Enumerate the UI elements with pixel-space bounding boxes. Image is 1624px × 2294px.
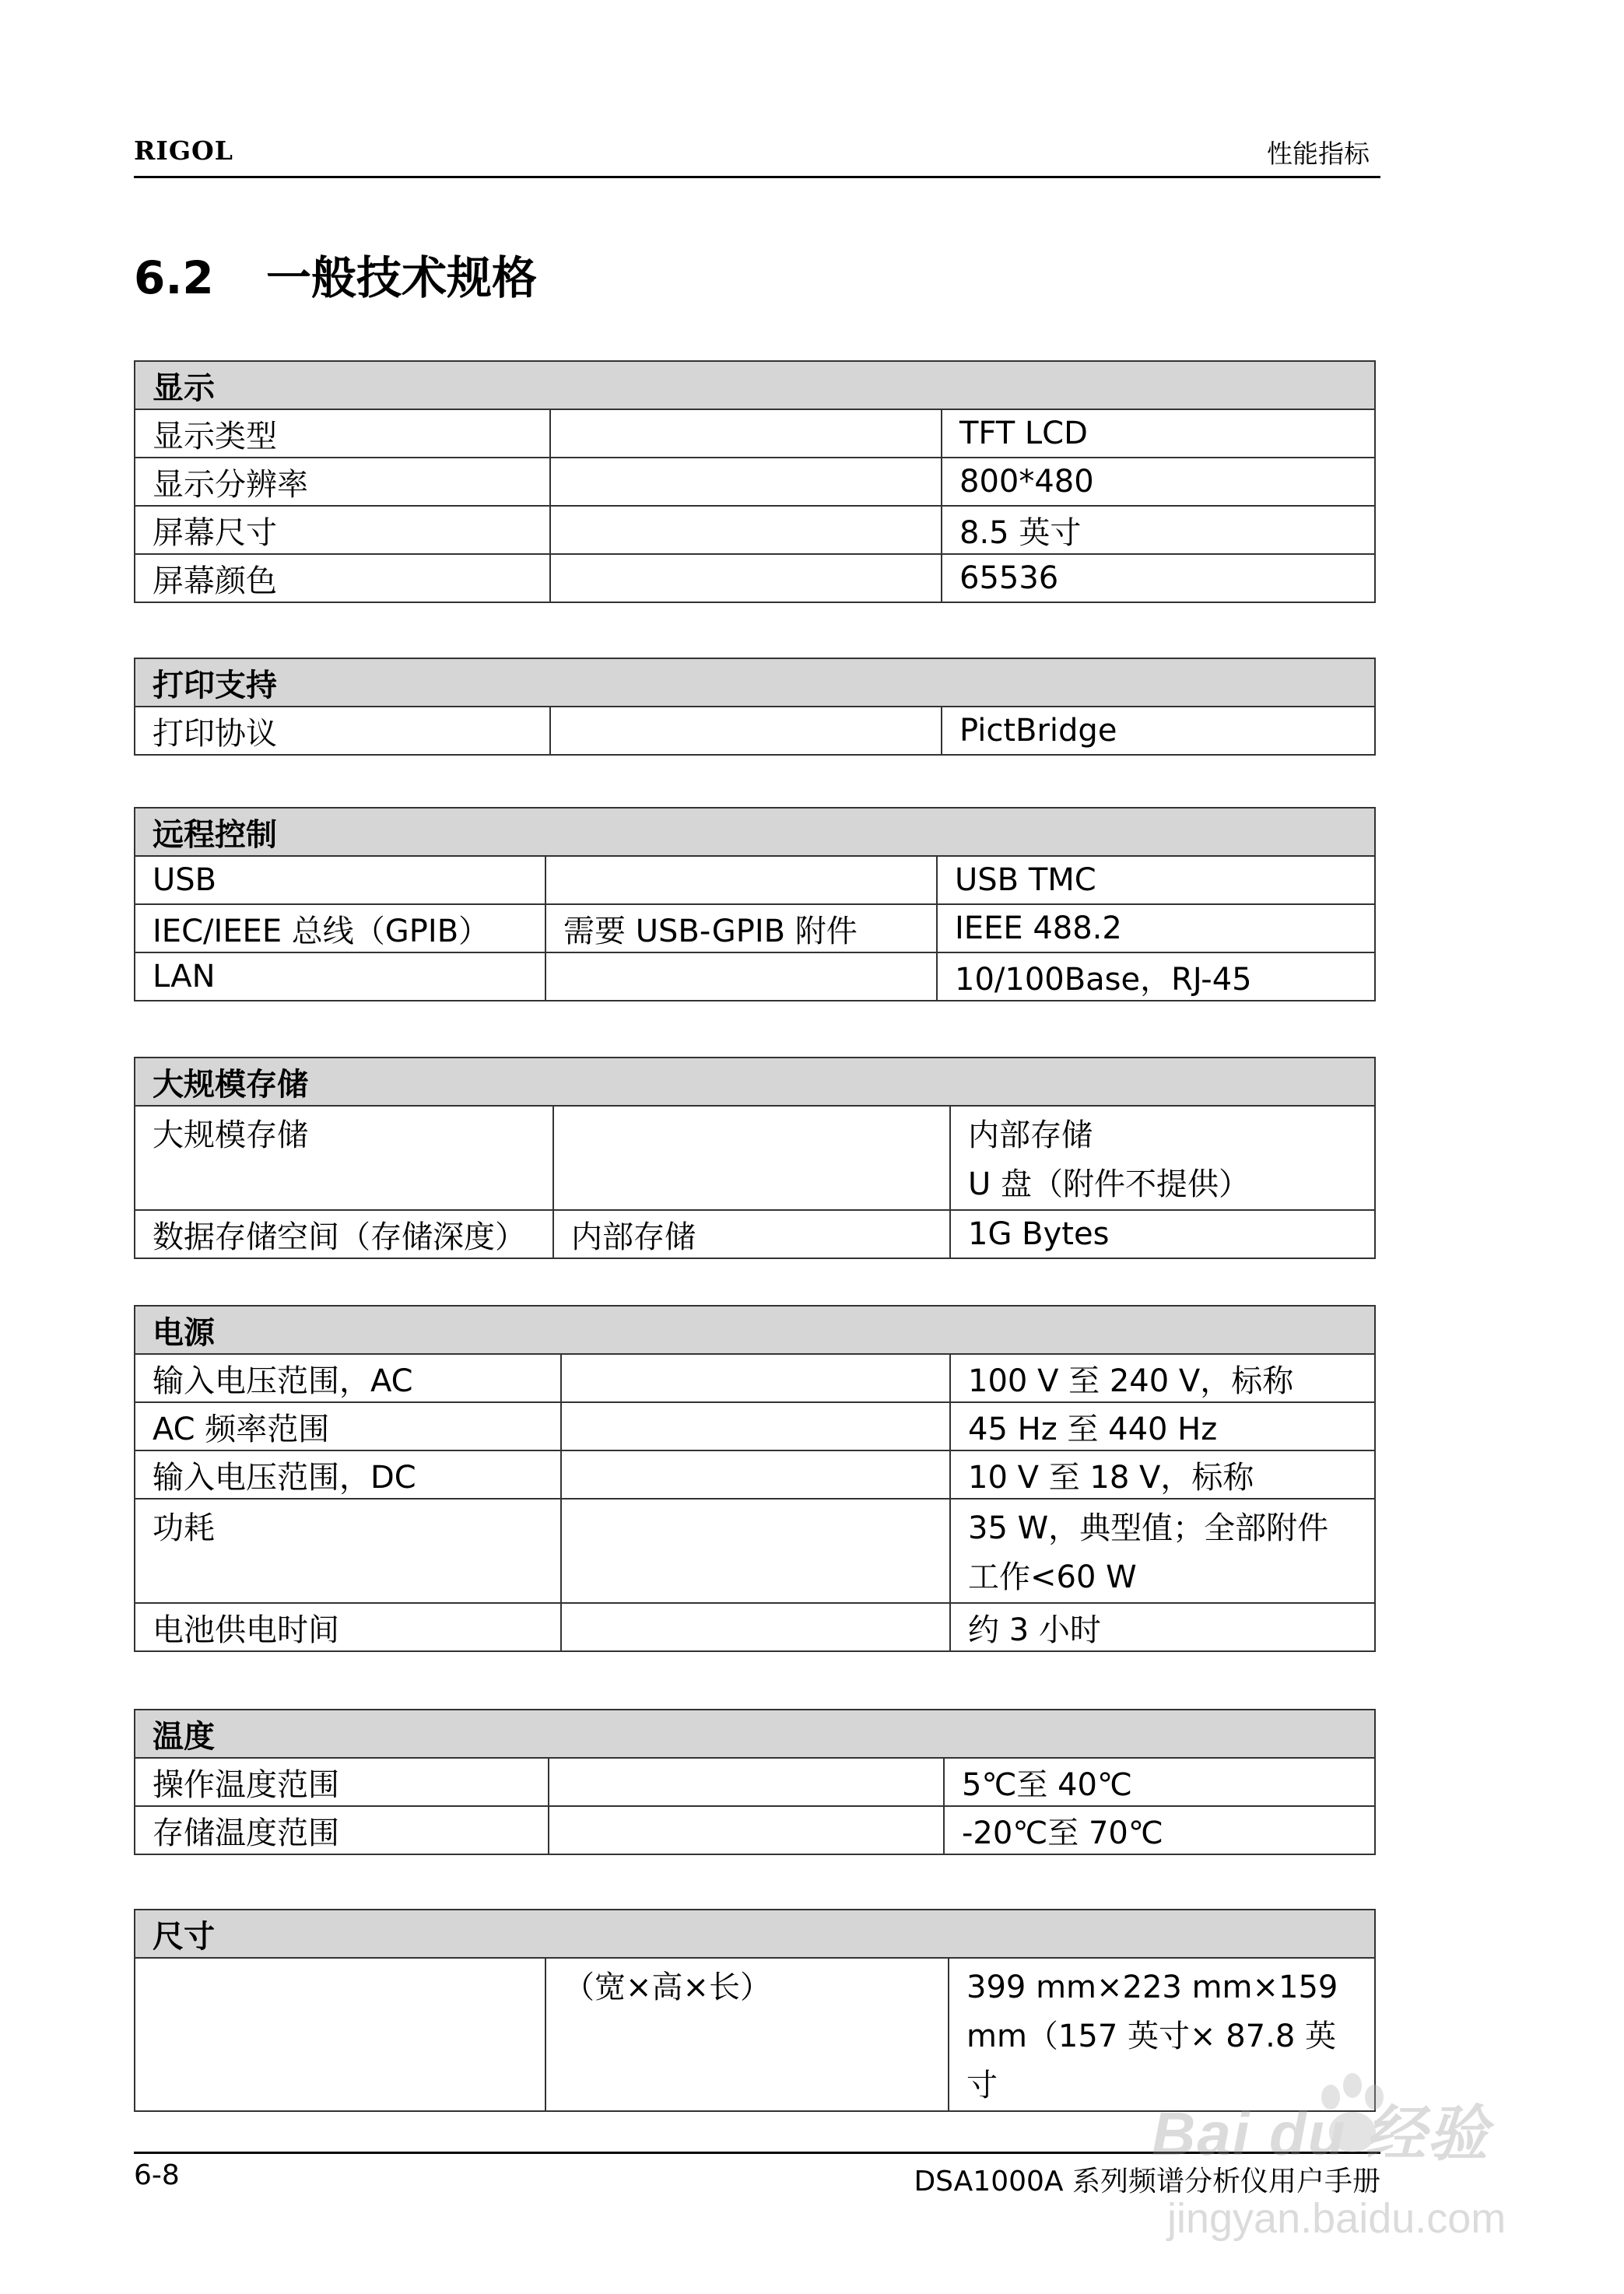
watermark-url: jingyan.baidu.com [1167, 2195, 1506, 2242]
row-label: 存储温度范围 [135, 1806, 549, 1854]
table-row [135, 1450, 1375, 1499]
row-label: LAN [135, 952, 545, 1001]
row-label: 操作温度范围 [135, 1758, 549, 1806]
table-row [135, 1806, 1375, 1854]
group-title: 尺寸 [135, 1910, 1375, 1958]
row-label: 数据存储空间（存储深度） [135, 1210, 553, 1258]
row-note [545, 856, 937, 904]
row-label: 屏幕颜色 [135, 554, 550, 602]
table-row [135, 952, 1375, 1001]
row-value: PictBridge [942, 707, 1375, 755]
row-note [550, 506, 942, 554]
temperature-table [134, 1709, 1376, 1855]
row-value: -20℃至 70℃ [944, 1806, 1375, 1854]
group-title: 显示 [135, 361, 1375, 409]
row-value [950, 1106, 1375, 1210]
table-row [135, 1106, 1375, 1210]
group-title: 打印支持 [135, 658, 1375, 707]
row-note [553, 1106, 950, 1210]
row-note [550, 707, 942, 755]
value-line: 工作<60 W [968, 1559, 1137, 1595]
value-line: mm（157 英寸× 87.8 英寸 [966, 2019, 1336, 2103]
row-note [550, 458, 942, 506]
value-line: 399 mm×223 mm×159 [966, 1970, 1338, 2005]
table-row [135, 1354, 1375, 1402]
group-title: 大规模存储 [135, 1058, 1375, 1106]
row-value: TFT LCD [942, 409, 1375, 458]
table-row [135, 409, 1375, 458]
section-heading [134, 241, 537, 307]
row-label: USB [135, 856, 545, 904]
page-header [134, 132, 1380, 178]
row-value: IEEE 488.2 [937, 904, 1375, 952]
table-row [135, 856, 1375, 904]
row-label: 大规模存储 [135, 1106, 553, 1210]
remote-control-table [134, 807, 1376, 1001]
group-title: 温度 [135, 1710, 1375, 1758]
group-title: 远程控制 [135, 808, 1375, 856]
row-value: 约 3 小时 [950, 1603, 1375, 1651]
row-value: 65536 [942, 554, 1375, 602]
row-note [549, 1758, 944, 1806]
chapter-title: 性能指标 [1267, 139, 1370, 169]
row-label: 输入电压范围，AC [135, 1354, 561, 1402]
row-label: 打印协议 [135, 707, 550, 755]
row-value: 8.5 英寸 [942, 506, 1375, 554]
table-row [135, 1499, 1375, 1603]
row-label: 显示类型 [135, 409, 550, 458]
row-value: 45 Hz 至 440 Hz [950, 1402, 1375, 1450]
row-label: 屏幕尺寸 [135, 506, 550, 554]
table-row [135, 1402, 1375, 1450]
table-row [135, 458, 1375, 506]
row-value: 100 V 至 240 V，标称 [950, 1354, 1375, 1402]
row-value: 800*480 [942, 458, 1375, 506]
row-note [561, 1450, 950, 1499]
row-label: 功耗 [135, 1499, 561, 1603]
power-table [134, 1305, 1376, 1652]
value-line: 35 W，典型值；全部附件 [968, 1510, 1329, 1546]
display-table [134, 360, 1376, 603]
page-number: 6-8 [134, 2159, 180, 2191]
row-label: 输入电压范围，DC [135, 1450, 561, 1499]
row-value: 10 V 至 18 V，标称 [950, 1450, 1375, 1499]
storage-table [134, 1057, 1376, 1259]
value-line: 内部存储 [968, 1117, 1093, 1153]
row-note [549, 1806, 944, 1854]
row-note [550, 409, 942, 458]
table-row [135, 1603, 1375, 1651]
manual-title: DSA1000A 系列频谱分析仪用户手册 [914, 2166, 1380, 2198]
row-note: （宽×高×长） [545, 1958, 949, 2111]
row-label: AC 频率范围 [135, 1402, 561, 1450]
row-value [950, 1499, 1375, 1603]
table-row [135, 904, 1375, 952]
row-value: 5℃至 40℃ [944, 1758, 1375, 1806]
section-title: 一般技术规格 [266, 251, 538, 304]
print-table [134, 658, 1376, 756]
table-row [135, 506, 1375, 554]
row-label: 显示分辨率 [135, 458, 550, 506]
table-row [135, 707, 1375, 755]
watermark-logo: Bai du 经验 [1152, 2099, 1490, 2168]
row-note [561, 1499, 950, 1603]
table-row [135, 1758, 1375, 1806]
row-note: 需要 USB-GPIB 附件 [545, 904, 937, 952]
table-row [135, 1210, 1375, 1258]
row-note [561, 1354, 950, 1402]
row-label: 电池供电时间 [135, 1603, 561, 1651]
row-label [135, 1958, 545, 2111]
row-value: 1G Bytes [950, 1210, 1375, 1258]
row-value: USB TMC [937, 856, 1375, 904]
watermark [1152, 2070, 1603, 2280]
group-title: 电源 [135, 1306, 1375, 1354]
section-number: 6.2 [134, 251, 214, 304]
table-row [135, 554, 1375, 602]
row-label: IEC/IEEE 总线（GPIB） [135, 904, 545, 952]
row-note [550, 554, 942, 602]
row-note: 内部存储 [553, 1210, 950, 1258]
value-line: U 盘（附件不提供） [968, 1166, 1250, 1202]
row-note [545, 952, 937, 1001]
brand-logo: RIGOL [134, 135, 233, 166]
row-note [561, 1603, 950, 1651]
row-value: 10/100Base，RJ-45 [937, 952, 1375, 1001]
row-note [561, 1402, 950, 1450]
